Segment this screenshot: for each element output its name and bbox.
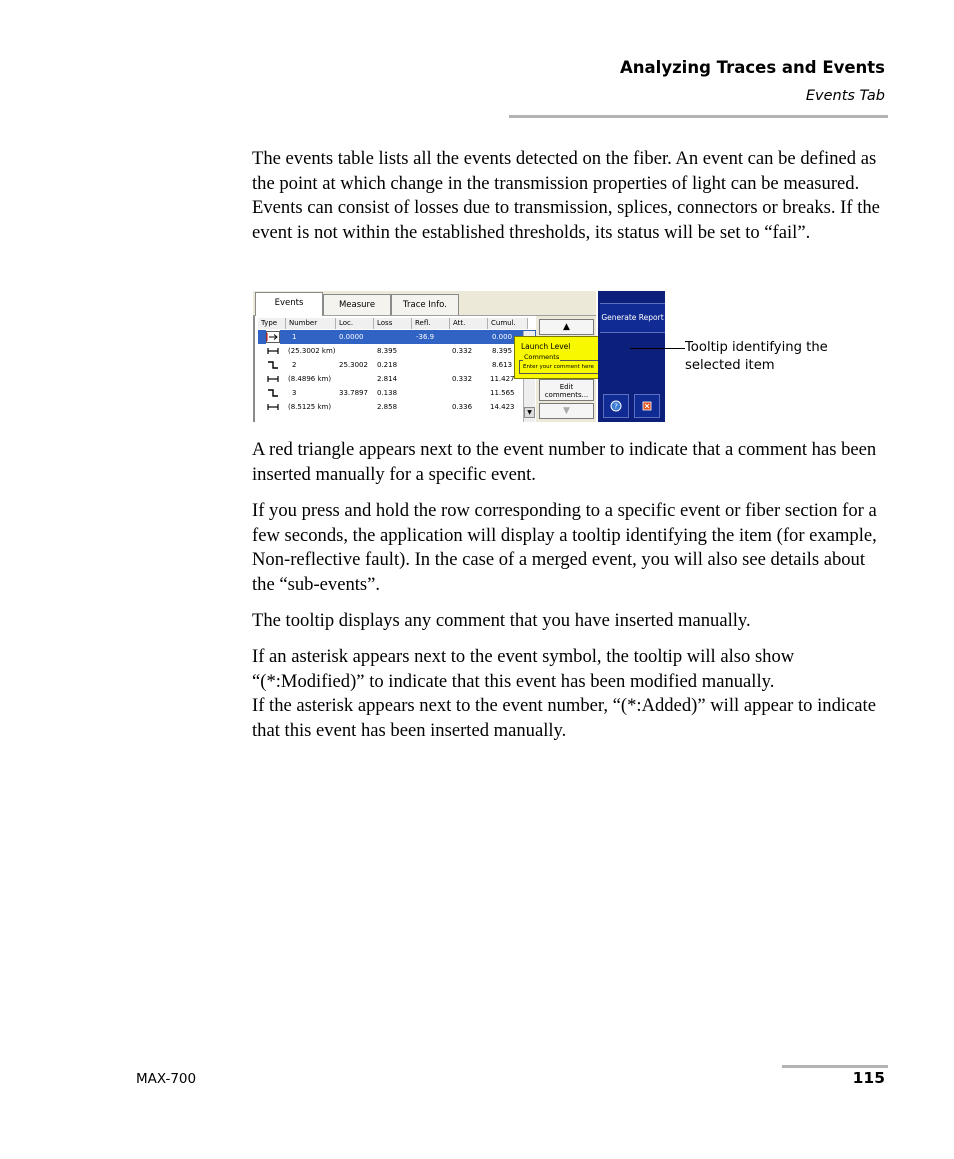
footer-rule xyxy=(782,1065,888,1068)
tooltip-comment-text: Enter your comment here xyxy=(523,364,594,370)
cell-loc: 0.0000 xyxy=(339,333,364,341)
cell-number: (25.3002 km) xyxy=(288,347,336,355)
column-header-number[interactable]: Number xyxy=(286,318,336,329)
header-rule xyxy=(509,115,888,118)
cell-cumul: 11.427 xyxy=(490,375,515,383)
cell-number: 3 xyxy=(292,389,297,397)
move-down-button[interactable]: ▼ xyxy=(539,403,594,419)
table-row[interactable] xyxy=(258,344,538,358)
paragraph-tooltip-comment: The tooltip displays any comment that you have inserted manually. xyxy=(252,610,751,631)
table-row[interactable] xyxy=(258,330,538,344)
column-header-loss[interactable]: Loss xyxy=(374,318,412,329)
paragraph-asterisk-number: If the asterisk appears next to the event number, “(*:Added)” will appear to indicate that this event has been inserted manually. xyxy=(252,695,876,741)
non-reflective-fault-icon xyxy=(266,358,280,372)
callout-leader-line xyxy=(630,348,685,349)
tab-events[interactable]: Events xyxy=(255,292,323,316)
table-row[interactable] xyxy=(258,358,538,372)
tooltip-title: Launch Level xyxy=(521,342,571,351)
events-tab-screenshot xyxy=(253,291,665,422)
cell-loss: 0.218 xyxy=(377,361,398,369)
cell-att: 0.332 xyxy=(452,375,473,383)
paragraph-asterisk-symbol: If an asterisk appears next to the event symbol, the tooltip will also show “(*:Modified)” to indicate that this event has been modified manually. xyxy=(252,646,795,692)
cell-cumul: 8.395 xyxy=(492,347,513,355)
cell-loss: 2.814 xyxy=(377,375,398,383)
cell-loc: 25.3002 xyxy=(339,361,368,369)
close-icon xyxy=(635,395,659,417)
table-row[interactable] xyxy=(258,386,538,400)
cell-number: 2 xyxy=(292,361,297,369)
footer-product-name: MAX-700 xyxy=(136,1071,197,1087)
cell-att: 0.336 xyxy=(452,403,473,411)
column-header-type[interactable]: Type xyxy=(258,318,286,329)
close-button[interactable] xyxy=(634,394,660,418)
help-button[interactable] xyxy=(603,394,629,418)
cell-cumul: 14.423 xyxy=(490,403,515,411)
cell-refl: -36.9 xyxy=(416,333,435,341)
non-reflective-fault-icon xyxy=(266,386,280,400)
cell-number: (8.5125 km) xyxy=(288,403,332,411)
table-row[interactable] xyxy=(258,372,538,386)
fiber-section-icon xyxy=(266,372,280,386)
fiber-section-icon xyxy=(266,344,280,358)
cell-loc: 33.7897 xyxy=(339,389,368,397)
cell-number: 1 xyxy=(292,333,297,341)
help-icon xyxy=(604,395,628,417)
move-up-button[interactable]: ▲ xyxy=(539,319,594,335)
right-action-panel xyxy=(598,291,665,422)
running-header-title: Analyzing Traces and Events xyxy=(620,58,885,77)
table-row[interactable] xyxy=(258,400,538,414)
tab-measure[interactable]: Measure xyxy=(323,294,391,315)
column-header-att[interactable]: Att. xyxy=(450,318,488,329)
page-number: 115 xyxy=(852,1069,885,1087)
cell-number: (8.4896 km) xyxy=(288,375,332,383)
callout-label: Tooltip identifying the selected item xyxy=(685,340,828,373)
launch-level-icon xyxy=(266,330,280,344)
cell-cumul: 0.000 xyxy=(492,333,513,341)
svg-text:?: ? xyxy=(614,402,618,411)
edit-comments-button[interactable]: Edit comments... xyxy=(539,379,594,401)
cell-loss: 0.138 xyxy=(377,389,398,397)
column-header-refl[interactable]: Refl. xyxy=(412,318,450,329)
fiber-section-icon xyxy=(266,400,280,414)
tooltip-comments-legend: Comments xyxy=(524,353,560,361)
column-header-loc[interactable]: Loc. xyxy=(336,318,374,329)
cell-att: 0.332 xyxy=(452,347,473,355)
generate-report-button[interactable]: Generate Report xyxy=(600,303,665,333)
running-header-subtitle: Events Tab xyxy=(805,88,885,104)
cell-loss: 2.858 xyxy=(377,403,398,411)
paragraph-red-triangle: A red triangle appears next to the event number to indicate that a comment has been inserted manually for a specific event. xyxy=(252,439,877,485)
column-header-cumul[interactable]: Cumul. xyxy=(488,318,528,329)
cell-loss: 8.395 xyxy=(377,347,398,355)
cell-cumul: 8.613 xyxy=(492,361,513,369)
paragraph-press-and-hold: If you press and hold the row corresponding to a specific event or fiber section for a few seconds, the application will display a tooltip identifying the item (for example, Non-reflective fault). In the case of a merged event, you will also see details about the “sub-events”. xyxy=(252,500,877,596)
paragraph-intro: The events table lists all the events detected on the fiber. An event can be defined as the point at which change in the transmission properties of light can be measured. Events can consist of losses due to transmission, splices, connectors or breaks. If the event is not within the established thresholds, its status will be set to “fail”. xyxy=(252,148,880,244)
scroll-down-arrow-icon[interactable]: ▼ xyxy=(524,407,535,418)
tab-trace-info[interactable]: Trace Info. xyxy=(391,294,459,315)
tab-bar xyxy=(253,291,596,316)
events-table xyxy=(253,316,538,422)
cell-cumul: 11.565 xyxy=(490,389,515,397)
table-header xyxy=(258,318,538,329)
